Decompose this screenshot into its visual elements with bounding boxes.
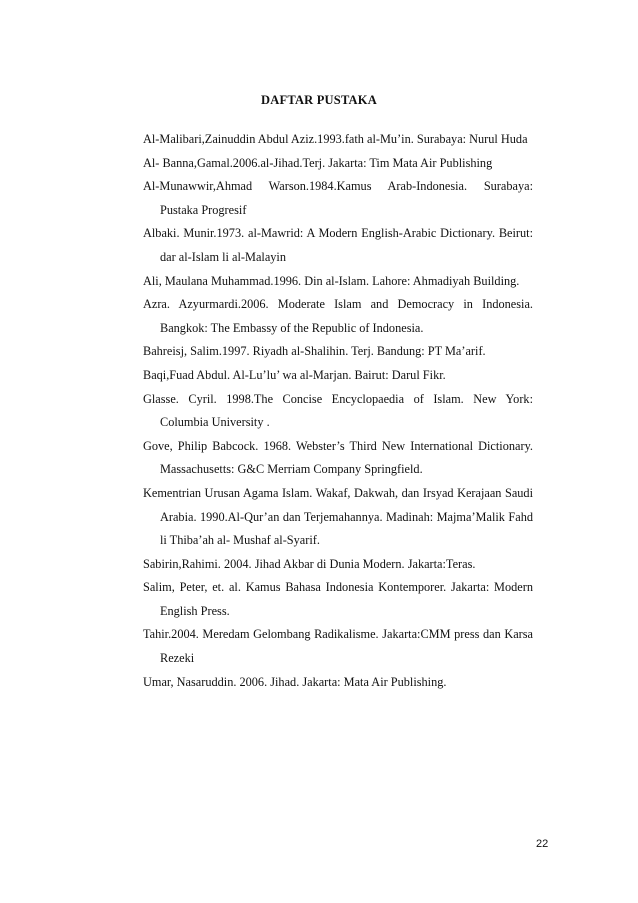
reference-entry: Glasse. Cyril. 1998.The Concise Encyclopaedia of Islam. New York: Columbia University . xyxy=(143,391,533,430)
reference-entry: Baqi,Fuad Abdul. Al-Lu’lu’ wa al-Marjan. Bairut: Darul Fikr. xyxy=(143,367,446,382)
reference-entry: Bahreisj, Salim.1997. Riyadh al-Shalihin. Terj. Bandung: PT Ma’arif. xyxy=(143,344,486,359)
reference-entry: Al- Banna,Gamal.2006.al-Jihad.Terj. Jakarta: Tim Mata Air Publishing xyxy=(143,155,493,170)
reference-entry: Sabirin,Rahimi. 2004. Jihad Akbar di Dunia Modern. Jakarta:Teras. xyxy=(143,556,476,571)
reference-entry: Ali, Maulana Muhammad.1996. Din al-Islam. Lahore: Ahmadiyah Building. xyxy=(143,273,520,288)
page-title: DAFTAR PUSTAKA xyxy=(261,93,377,107)
reference-entry: Tahir.2004. Meredam Gelombang Radikalisme. Jakarta:CMM press dan Karsa Rezeki xyxy=(143,627,533,666)
reference-entry: Albaki. Munir.1973. al-Mawrid: A Modern English-Arabic Dictionary. Beirut: dar al-Islam li al-Malayin xyxy=(143,226,533,264)
reference-entry: Al-Munawwir,Ahmad Warson.1984.Kamus Arab-Indonesia. Surabaya: Pustaka Progresif xyxy=(143,179,533,217)
reference-entry: Kementrian Urusan Agama Islam. Wakaf, Dakwah, dan Irsyad Kerajaan Saudi Arabia. 1990.Al-Qur’an dan Terjemahannya. Madinah: Majma’Malik Fahd li Thiba’ah al- Mushaf al-Syarif. xyxy=(143,485,533,548)
reference-list xyxy=(143,128,533,694)
reference-entry: Umar, Nasaruddin. 2006. Jihad. Jakarta: Mata Air Publishing. xyxy=(143,674,447,689)
page-number: 22 xyxy=(536,838,549,850)
reference-entry: Azra. Azyurmardi.2006. Moderate Islam and Democracy in Indonesia. Bangkok: The Embassy of the Republic of Indonesia. xyxy=(143,297,533,335)
reference-entry: Salim, Peter, et. al. Kamus Bahasa Indonesia Kontemporer. Jakarta: Modern English Press. xyxy=(143,580,533,618)
reference-entry: Al-Malibari,Zainuddin Abdul Aziz.1993.fath al-Mu’in. Surabaya: Nurul Huda xyxy=(143,132,528,146)
reference-entry: Gove, Philip Babcock. 1968. Webster’s Third New International Dictionary. Massachusetts: G&C Merriam Company Springfield. xyxy=(143,438,533,477)
